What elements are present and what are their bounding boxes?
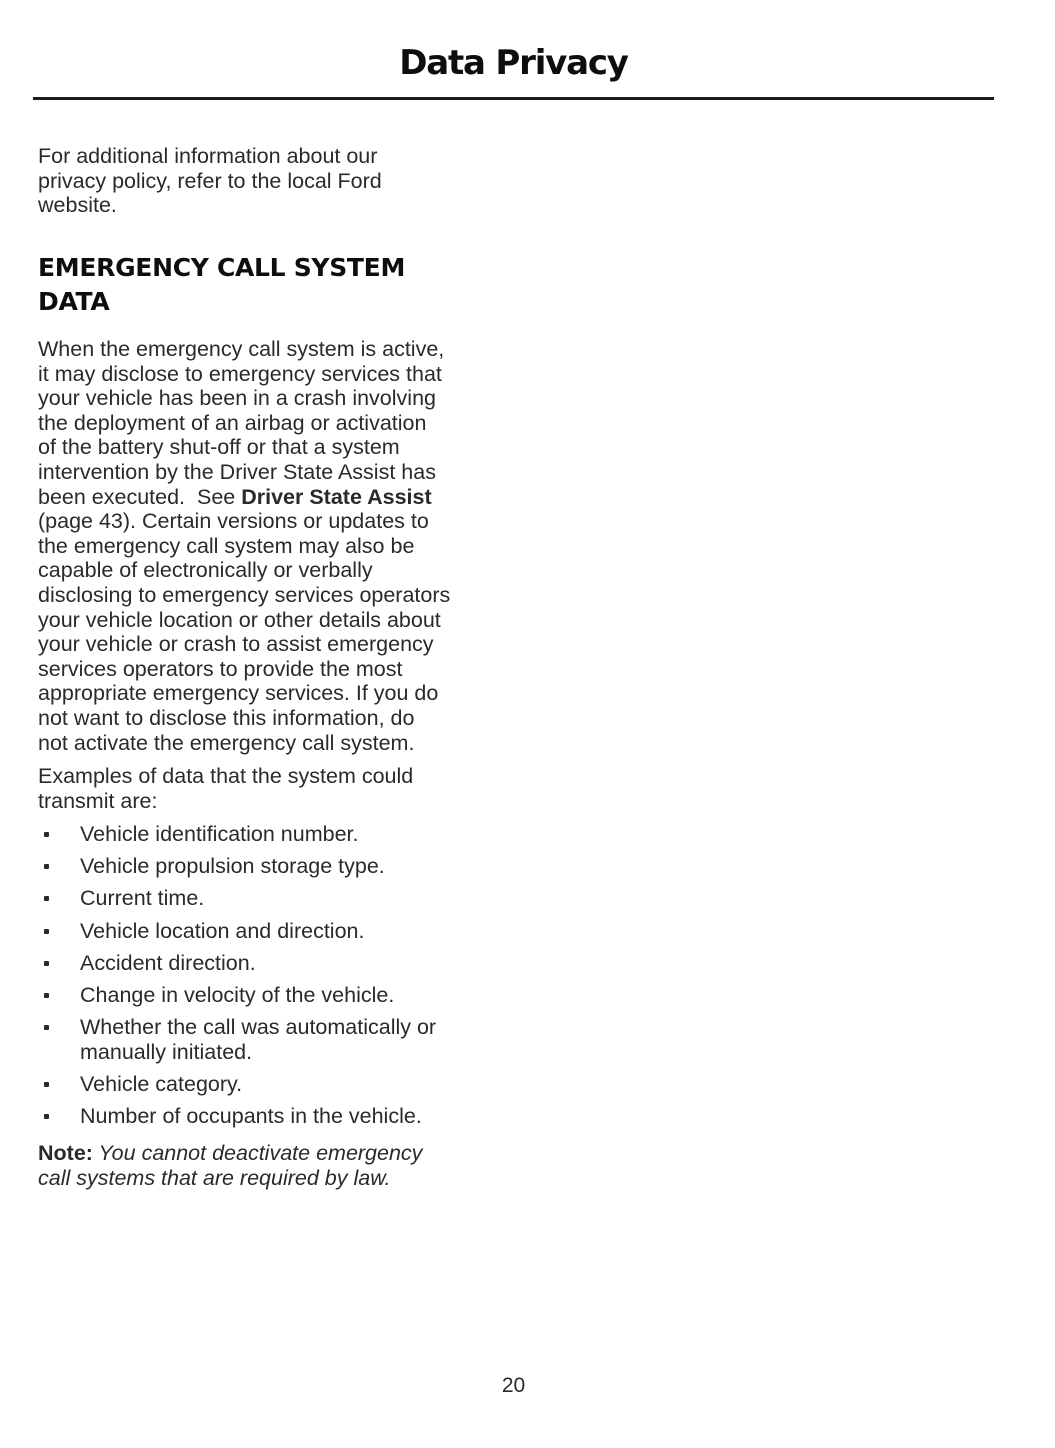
intro-paragraph	[38, 144, 510, 218]
section-heading	[38, 251, 510, 318]
text-line	[38, 731, 510, 756]
bullet-icon	[38, 983, 80, 1008]
text-segment: of the battery shut-off or that a system	[38, 435, 400, 460]
examples-intro-paragraph	[38, 764, 510, 813]
list-item	[38, 983, 510, 1008]
text-segment: call systems that are required by law.	[38, 1165, 391, 1190]
bullet-icon	[38, 822, 80, 847]
text-segment: been executed. See	[38, 484, 242, 509]
text-line: EMERGENCY CALL SYSTEM	[38, 253, 406, 282]
text-segment: the deployment of an airbag or activation	[38, 410, 427, 435]
text-line	[38, 1141, 510, 1166]
note-paragraph	[38, 1141, 510, 1190]
list-item-text	[80, 1104, 510, 1129]
bullet-icon	[38, 854, 80, 879]
text-line: For additional information about our	[38, 144, 378, 168]
text-line: Vehicle identification number.	[80, 822, 359, 846]
bullet-icon	[38, 886, 80, 911]
text-line: Number of occupants in the vehicle.	[80, 1104, 422, 1129]
list-item-text	[80, 822, 510, 847]
list-item	[38, 854, 510, 879]
list-item-text	[80, 919, 510, 944]
text-line	[38, 460, 510, 485]
text-segment: services operators to provide the most	[38, 656, 403, 681]
text-line	[38, 485, 510, 510]
text-line	[38, 681, 510, 706]
text-segment: not want to disclose this information, do	[38, 705, 415, 730]
text-line: Current time.	[80, 886, 205, 911]
bullet-icon	[38, 919, 80, 944]
list-item-text	[80, 1072, 510, 1097]
text-line: privacy policy, refer to the local Ford	[38, 168, 382, 193]
data-list	[38, 822, 510, 1136]
text-line	[38, 608, 510, 633]
page-number: 20	[501, 1374, 526, 1397]
text-line	[38, 632, 510, 657]
text-segment: When the emergency call system is active,	[38, 337, 445, 361]
text-line: transmit are:	[38, 788, 158, 813]
bullet-icon	[38, 1104, 80, 1129]
text-line: DATA	[38, 286, 110, 316]
text-line	[38, 362, 510, 387]
section-body-paragraph	[38, 337, 510, 755]
list-item	[38, 919, 510, 944]
page-title: Data Privacy	[399, 43, 628, 83]
text-line	[38, 435, 510, 460]
title-divider	[33, 97, 994, 100]
text-segment: capable of electronically or verbally	[38, 558, 373, 583]
text-line: Change in velocity of the vehicle.	[80, 982, 395, 1007]
list-item	[38, 951, 510, 976]
text-segment: You cannot deactivate emergency	[92, 1141, 423, 1165]
list-item	[38, 822, 510, 847]
list-item	[38, 1072, 510, 1097]
text-line	[38, 657, 510, 682]
text-segment: it may disclose to emergency services that	[38, 361, 442, 386]
bullet-icon	[38, 1015, 80, 1064]
text-line	[38, 411, 510, 436]
text-segment: intervention by the Driver State Assist has	[38, 459, 436, 484]
list-item-text	[80, 886, 510, 911]
text-line: Examples of data that the system could	[38, 764, 414, 788]
text-line	[38, 706, 510, 731]
text-line	[38, 386, 510, 411]
text-segment: appropriate emergency services. If you do	[38, 681, 439, 706]
text-line	[38, 509, 510, 534]
text-line	[38, 583, 510, 608]
bullet-icon	[38, 1072, 80, 1097]
text-segment: your vehicle location or other details about	[38, 607, 441, 632]
bullet-icon	[38, 951, 80, 976]
text-segment: (page 43). Certain versions or updates to	[38, 509, 429, 534]
text-line	[38, 337, 510, 362]
bold-text-segment: Note:	[38, 1141, 93, 1165]
text-line: manually initiated.	[80, 1039, 253, 1064]
list-item-text	[80, 1015, 510, 1064]
text-segment: the emergency call system may also be	[38, 533, 415, 558]
bold-text-segment: Driver State Assist	[241, 484, 432, 509]
text-segment: disclosing to emergency services operators	[38, 582, 451, 607]
list-item	[38, 1015, 510, 1064]
text-line: Accident direction.	[80, 950, 256, 975]
list-item-text	[80, 854, 510, 879]
list-item-text	[80, 951, 510, 976]
text-line	[38, 534, 510, 559]
list-item-text	[80, 983, 510, 1008]
text-segment: not activate the emergency call system.	[38, 730, 415, 755]
text-line: Vehicle location and direction.	[80, 918, 365, 943]
text-line: Vehicle category.	[80, 1071, 243, 1096]
text-line	[38, 558, 510, 583]
list-item	[38, 1104, 510, 1129]
list-item	[38, 886, 510, 911]
text-segment: your vehicle or crash to assist emergency	[38, 632, 434, 657]
text-line: website.	[38, 193, 117, 218]
text-line: Vehicle propulsion storage type.	[80, 854, 385, 879]
text-segment: your vehicle has been in a crash involving	[38, 386, 436, 411]
text-line: Whether the call was automatically or	[80, 1015, 437, 1040]
text-line	[38, 1166, 510, 1191]
